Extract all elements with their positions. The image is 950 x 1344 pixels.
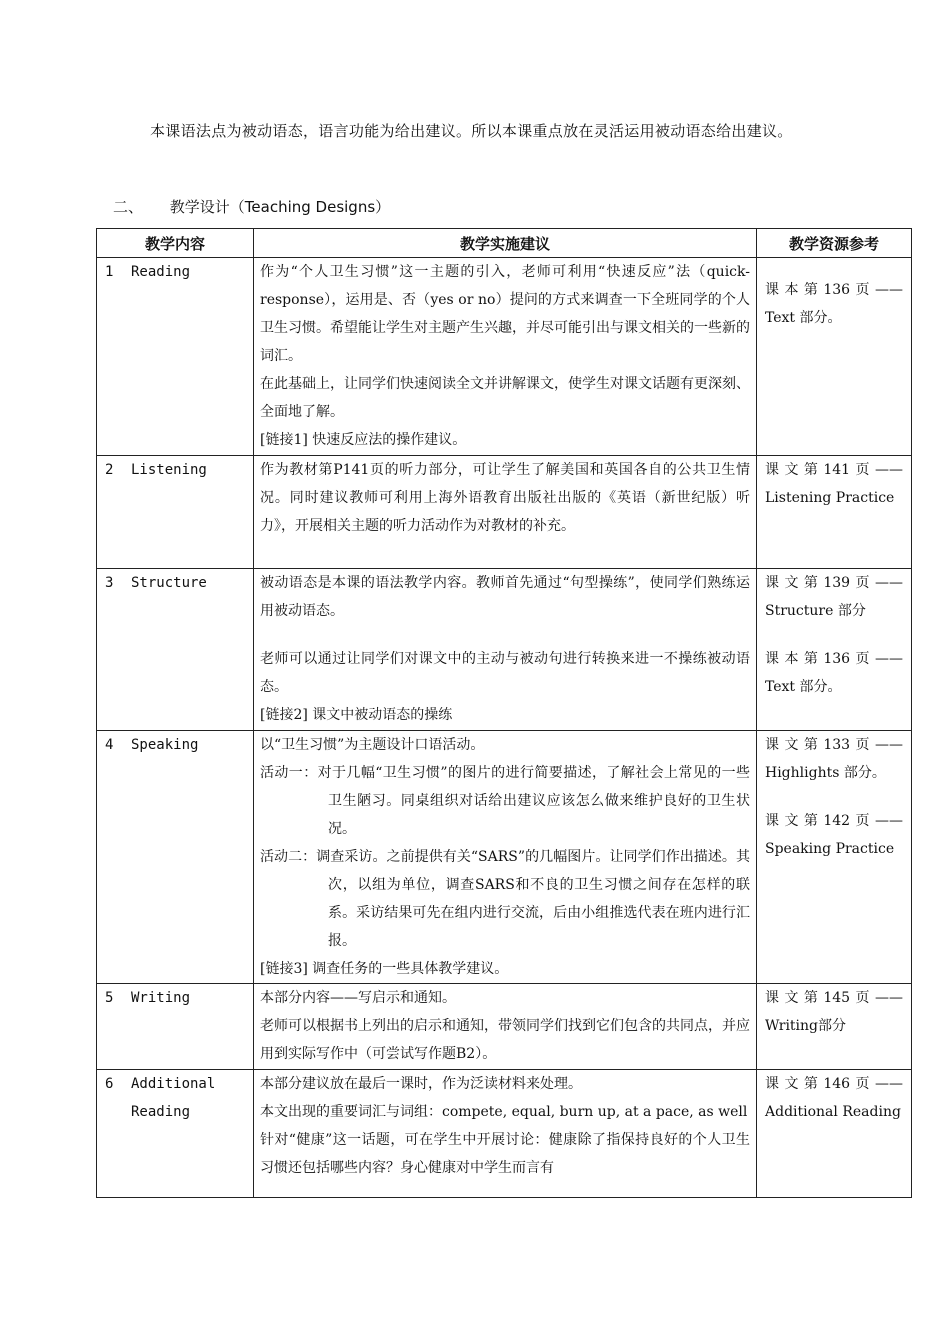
link-reference: [链接3] 调查任务的一些具体教学建议。 <box>260 961 509 977</box>
table-row <box>97 456 912 569</box>
topic-cell <box>97 569 254 731</box>
advice-cell <box>254 456 757 569</box>
row-number: 3 <box>105 575 114 591</box>
topic-name: Speaking <box>131 737 199 753</box>
row-number: 2 <box>105 462 114 478</box>
resource-cell <box>757 258 912 456</box>
table-row <box>97 731 912 984</box>
topic-cell <box>97 258 254 456</box>
table-row <box>97 1070 912 1198</box>
topic-name: Writing <box>131 990 191 1006</box>
resource-cell <box>757 984 912 1070</box>
topic-cell <box>97 1070 254 1198</box>
advice-cell <box>254 731 757 984</box>
resource-text: 课文第145页——Writing部分 <box>765 990 903 1034</box>
advice-paragraph: 以“卫生习惯”为主题设计口语活动。 <box>260 737 485 753</box>
topic-name: Reading <box>131 264 191 280</box>
advice-paragraph: 本部分建议放在最后一课时，作为泛读材料来处理。 <box>260 1076 582 1092</box>
link-reference: [链接1] 快速反应法的操作建议。 <box>260 432 467 448</box>
table-row <box>97 258 912 456</box>
resource-text: 课本第136页——Text 部分。 <box>765 651 903 695</box>
resource-cell <box>757 569 912 731</box>
table-row <box>97 569 912 731</box>
advice-cell <box>254 569 757 731</box>
advice-paragraph: 老师可以通过让同学们对课文中的主动与被动句进行转换来进一不操练被动语态。 <box>260 651 750 695</box>
resource-cell <box>757 1070 912 1198</box>
resource-text: 课文第141页——Listening Practice <box>765 462 903 506</box>
advice-cell <box>254 984 757 1070</box>
resource-text: 课文第133页——Highlights 部分。 <box>765 737 903 781</box>
resource-text: 课文第142页——Speaking Practice <box>765 813 903 857</box>
header-content: 教学内容 <box>97 229 254 258</box>
topic-name: Additional Reading <box>131 1076 216 1120</box>
topic-name: Listening <box>131 462 207 478</box>
table-row <box>97 984 912 1070</box>
row-number: 4 <box>105 737 114 753</box>
topic-cell <box>97 984 254 1070</box>
resource-text: 课文第139页——Structure 部分 <box>765 575 903 619</box>
table-header-row <box>97 229 912 258</box>
resource-text: 课本第136页——Text 部分。 <box>765 282 903 326</box>
section-title: 教学设计（Teaching Designs） <box>169 198 391 216</box>
advice-paragraph: 被动语态是本课的语法教学内容。教师首先通过“句型操练”，使同学们熟练运用被动语态。 <box>260 575 750 619</box>
advice-paragraph: 在此基础上，让同学们快速阅读全文并讲解课文，使学生对课文话题有更深刻、全面地了解。 <box>260 376 750 420</box>
advice-paragraph: 作为“个人卫生习惯”这一主题的引入，老师可利用“快速反应”法（quick-response），运用是、否（yes or no）提问的方式来调查一下全班同学的个人卫生习惯。希望能让学生对主题产生兴趣，并尽可能引出与课文相关的一些新的词汇。 <box>260 264 750 364</box>
resource-cell <box>757 456 912 569</box>
activity-two: 活动二：调查采访。之前提供有关“SARS”的几幅图片。让同学们作出描述。其次，以组为单位，调查SARS和不良的卫生习惯之间存在怎样的联系。采访结果可先在组内进行交流，后由小组推选代表在班内进行汇报。 <box>260 849 750 949</box>
intro-paragraph: 本课语法点为被动语态，语言功能为给出建议。所以本课重点放在灵活运用被动语态给出建议。 <box>150 122 793 140</box>
advice-paragraph: 作为教材第P141页的听力部分，可让学生了解美国和英国各自的公共卫生情况。同时建议教师可利用上海外语教育出版社出版的《英语（新世纪版）听力》，开展相关主题的听力活动作为对教材的补充。 <box>260 462 750 534</box>
activity-one: 活动一：对于几幅“卫生习惯”的图片的进行简要描述，了解社会上常见的一些卫生陋习。同桌组织对话给出建议应该怎么做来维护良好的卫生状况。 <box>260 765 750 837</box>
topic-name: Structure <box>131 575 207 591</box>
advice-cell <box>254 1070 757 1198</box>
header-resources: 教学资源参考 <box>757 229 912 258</box>
advice-paragraph: 本文出现的重要词汇与词组：compete, equal, burn up, at a pace, as well <box>260 1104 748 1120</box>
header-advice: 教学实施建议 <box>254 229 757 258</box>
resource-cell <box>757 731 912 984</box>
topic-cell <box>97 731 254 984</box>
advice-paragraph: 老师可以根据书上列出的启示和通知，带领同学们找到它们包含的共同点，并应用到实际写作中（可尝试写作题B2）。 <box>260 1018 750 1062</box>
resource-text: 课文第146页——Additional Reading <box>765 1076 903 1120</box>
advice-cell <box>254 258 757 456</box>
row-number: 5 <box>105 990 114 1006</box>
topic-cell <box>97 456 254 569</box>
teaching-design-table <box>96 228 912 1198</box>
advice-paragraph: 针对“健康”这一话题，可在学生中开展讨论：健康除了指保持良好的个人卫生习惯还包括哪些内容？身心健康对中学生而言有 <box>260 1132 750 1176</box>
section-heading <box>113 196 390 217</box>
row-number: 6 <box>105 1076 114 1092</box>
row-number: 1 <box>105 264 114 280</box>
link-reference: [链接2] 课文中被动语态的操练 <box>260 707 453 723</box>
section-number: 二、 <box>113 198 144 216</box>
advice-paragraph: 本部分内容——写启示和通知。 <box>260 990 456 1006</box>
